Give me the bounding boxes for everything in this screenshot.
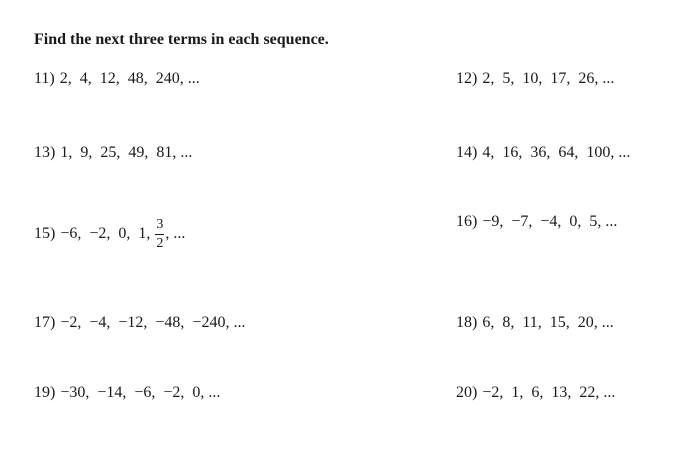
problem-13 xyxy=(34,145,192,161)
problem-17 xyxy=(34,315,245,331)
problem-11 xyxy=(34,71,200,87)
problem-sequence-start: −6, −2, 0, 1, xyxy=(60,225,151,243)
problem-16 xyxy=(456,214,617,230)
problem-number: 12) xyxy=(456,70,478,87)
problem-sequence: −9, −7, −4, 0, 5, ... xyxy=(482,213,618,230)
problem-sequence: 1, 9, 25, 49, 81, ... xyxy=(60,144,193,161)
fraction-denominator: 2 xyxy=(156,236,164,251)
fraction xyxy=(155,218,164,251)
problem-number: 16) xyxy=(456,213,478,230)
problem-sequence-end: , ... xyxy=(165,225,186,243)
problem-number: 20) xyxy=(456,384,478,401)
problem-sequence: −2, −4, −12, −48, −240, ... xyxy=(60,314,246,331)
problem-19 xyxy=(34,385,220,401)
problem-number: 18) xyxy=(456,314,478,331)
problem-sequence: 6, 8, 11, 15, 20, ... xyxy=(482,314,614,331)
problem-sequence: 2, 5, 10, 17, 26, ... xyxy=(482,70,615,87)
problem-number: 11) xyxy=(34,70,55,87)
problem-number: 17) xyxy=(34,314,56,331)
fraction-numerator: 3 xyxy=(155,218,164,235)
problem-12 xyxy=(456,71,614,87)
problem-sequence: 4, 16, 36, 64, 100, ... xyxy=(482,144,631,161)
problem-number: 14) xyxy=(456,144,478,161)
problem-20 xyxy=(456,385,615,401)
problem-15 xyxy=(34,218,185,251)
problem-sequence: 2, 4, 12, 48, 240, ... xyxy=(59,70,200,87)
problem-number: 13) xyxy=(34,144,56,161)
problem-18 xyxy=(456,315,614,331)
problem-number: 15) xyxy=(34,225,56,243)
problem-sequence: −2, 1, 6, 13, 22, ... xyxy=(482,384,616,401)
problem-sequence: −30, −14, −6, −2, 0, ... xyxy=(60,384,221,401)
problem-number: 19) xyxy=(34,384,56,401)
worksheet-heading: Find the next three terms in each sequence. xyxy=(34,31,329,48)
problem-14 xyxy=(456,145,630,161)
